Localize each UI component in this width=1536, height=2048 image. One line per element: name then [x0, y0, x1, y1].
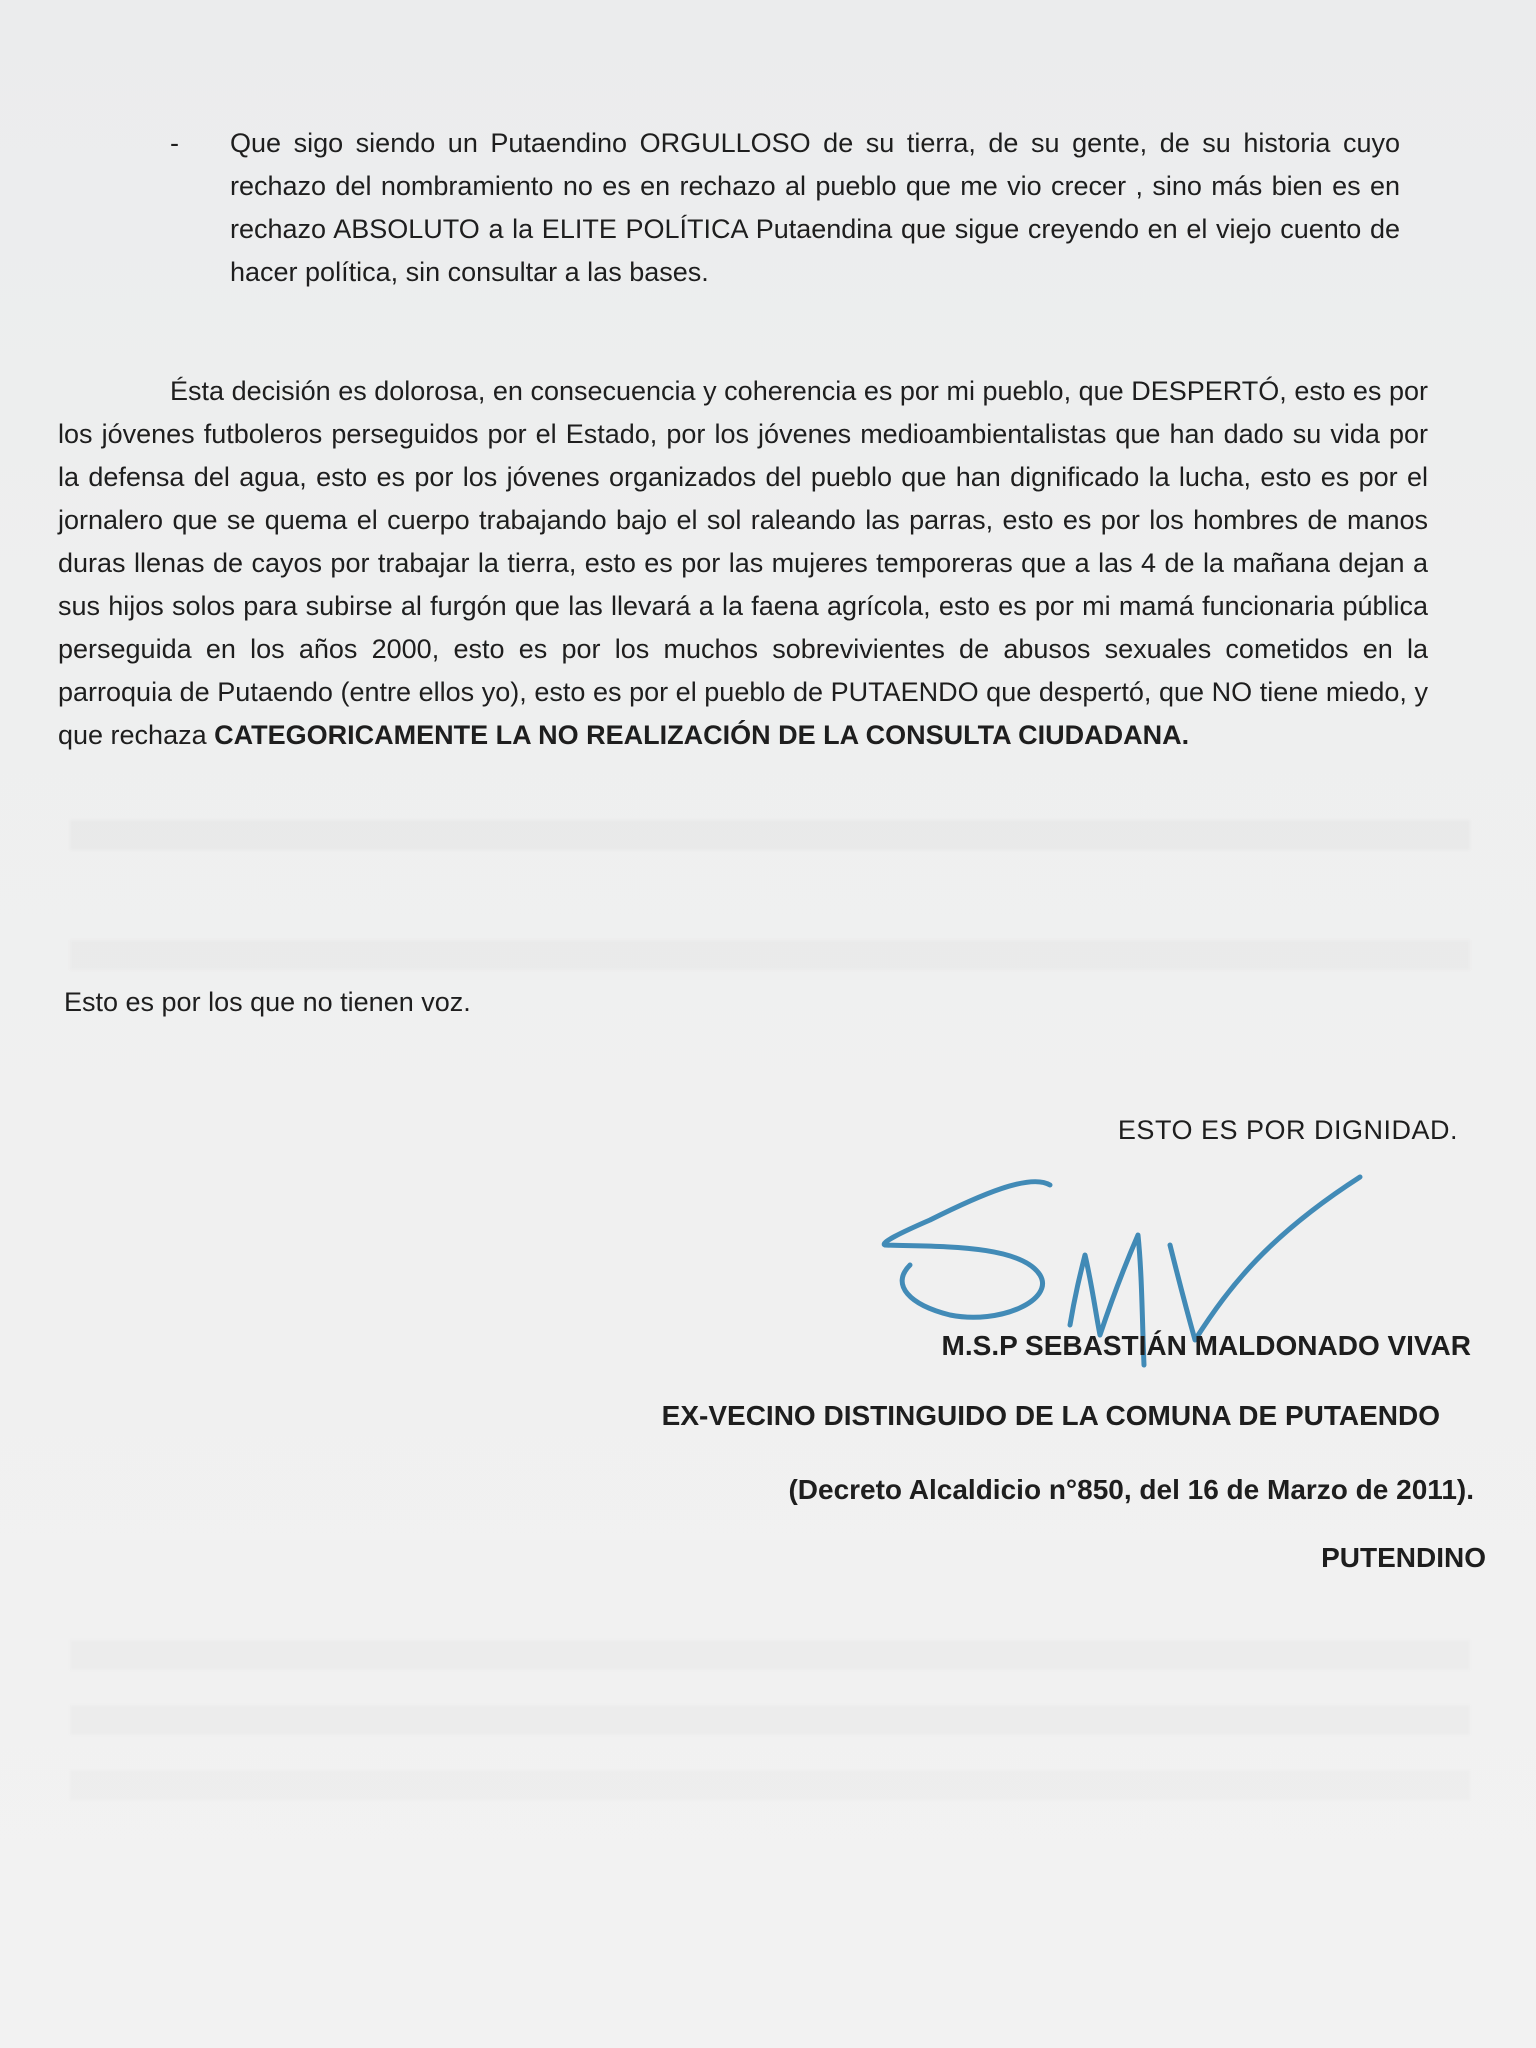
- bleed-through-shadow: [70, 820, 1470, 850]
- bullet-dash: -: [170, 128, 179, 158]
- dignity-line: ESTO ES POR DIGNIDAD.: [1117, 1115, 1458, 1145]
- main-paragraph: [58, 370, 1428, 757]
- closing-line: Esto es por los que no tienen voz.: [64, 987, 471, 1017]
- bleed-through-shadow: [70, 1770, 1470, 1800]
- bleed-through-shadow: [70, 1705, 1470, 1735]
- signer-role: EX-VECINO DISTINGUIDO DE LA COMUNA DE PUTAENDO: [661, 1400, 1440, 1431]
- main-paragraph-bold: CATEGORICAMENTE LA NO REALIZACIÓN DE LA CONSULTA CIUDADANA.: [214, 720, 1190, 750]
- bleed-through-shadow: [70, 940, 1470, 970]
- bullet-text: Que sigo siendo un Putaendino ORGULLOSO de su tierra, de su gente, de su historia cuyo rechazo del nombramiento no es en rechazo al pueblo que me vio crecer , sino más bien es en rechazo ABSOLUTO a la ELITE POLÍTICA Putaendina que sigue creyendo en el viejo cuento de hacer política, sin consultar a las bases.: [230, 128, 1400, 287]
- bleed-through-shadow: [70, 1640, 1470, 1670]
- signer-town: PUTENDINO: [1321, 1542, 1486, 1573]
- decree-reference: (Decreto Alcaldicio n°850, del 16 de Marzo de 2011).: [788, 1474, 1474, 1505]
- signer-name: M.S.P SEBASTIÁN MALDONADO VIVAR: [941, 1330, 1471, 1361]
- main-paragraph-text: Ésta decisión es dolorosa, en consecuencia y coherencia es por mi pueblo, que DESPERTÓ, esto es por los jóvenes futboleros perseguidos por el Estado, por los jóvenes medioambientalistas que han dado su vida por la defensa del agua, esto es por los jóvenes organizados del pueblo que han dignificado la lucha, esto es por el jornalero que se quema el cuerpo trabajando bajo el sol raleando las parras, esto es por los hombres de manos duras llenas de cayos por trabajar la tierra, esto es por las mujeres temporeras que a las 4 de la mañana dejan a sus hijos solos para subirse al furgón que las llevará a la faena agrícola, esto es por mi mamá funcionaria pública perseguida en los años 2000, esto es por los muchos sobrevivientes de abusos sexuales cometidos en la parroquia de Putaendo (entre ellos yo), esto es por el pueblo de PUTAENDO que despertó, que NO tiene miedo, y que rechaza: [58, 376, 1428, 750]
